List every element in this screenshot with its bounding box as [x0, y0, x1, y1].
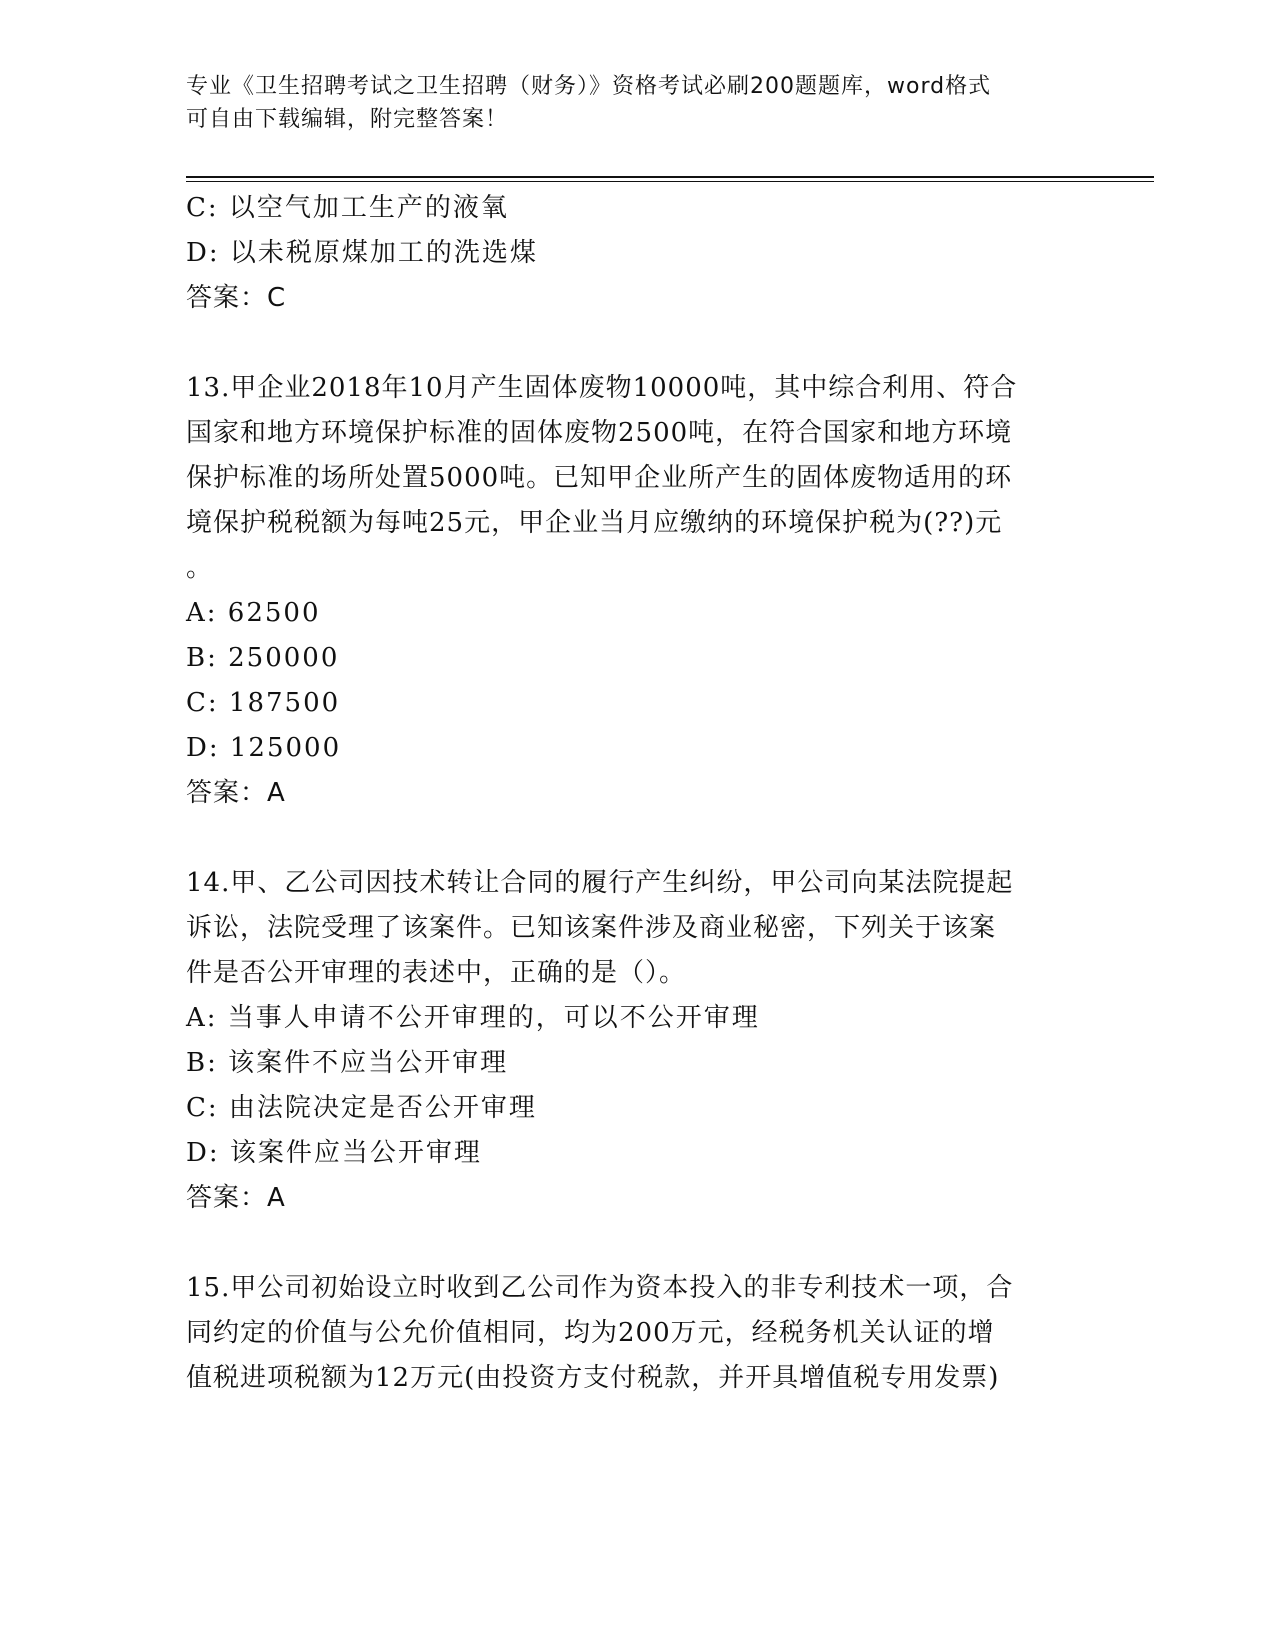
stem-line: 15.甲公司初始设立时收到乙公司作为资本投入的非专利技术一项，合 [186, 1273, 1014, 1303]
spacer [186, 321, 1066, 366]
answer: 答案：C [186, 283, 287, 313]
option-a: A: 62500 [186, 598, 321, 628]
option-b: B: 250000 [186, 643, 340, 673]
stem-line: 保护标准的场所处置5000吨。已知甲企业所产生的固体废物适用的环 [186, 463, 1013, 493]
header-rule-thick [186, 176, 1154, 178]
header-line-1: 专业《卫生招聘考试之卫生招聘（财务）》资格考试必刷200题题库，word格式 [186, 74, 992, 99]
question-12-tail [186, 186, 1066, 321]
spacer [186, 1221, 1066, 1266]
option-c: C: 187500 [186, 688, 341, 718]
option-c: C: 以空气加工生产的液氧 [186, 193, 509, 223]
answer: 答案：A [186, 1183, 286, 1213]
stem-line: 国家和地方环境保护标准的固体废物2500吨，在符合国家和地方环境 [186, 418, 1013, 448]
document-header [186, 70, 1066, 136]
option-d: D: 以未税原煤加工的洗选煤 [186, 238, 538, 268]
question-stem [186, 861, 1066, 996]
answer: 答案：A [186, 778, 286, 808]
question-stem [186, 1266, 1066, 1401]
stem-line: 诉讼，法院受理了该案件。已知该案件涉及商业秘密，下列关于该案 [186, 913, 997, 943]
stem-line: 。 [186, 553, 214, 583]
document-body [186, 186, 1066, 1401]
question-stem [186, 366, 1066, 591]
spacer [186, 816, 1066, 861]
stem-line: 14.甲、乙公司因技术转让合同的履行产生纠纷，甲公司向某法院提起 [186, 868, 1014, 898]
stem-line: 境保护税税额为每吨25元，甲企业当月应缴纳的环境保护税为(??)元 [186, 508, 1003, 538]
option-c: C: 由法院决定是否公开审理 [186, 1093, 537, 1123]
option-a: A: 当事人申请不公开审理的，可以不公开审理 [186, 1003, 760, 1033]
question-13 [186, 366, 1066, 816]
header-rule-thin [186, 181, 1154, 182]
option-b: B: 该案件不应当公开审理 [186, 1048, 509, 1078]
stem-line: 同约定的价值与公允价值相同，均为200万元，经税务机关认证的增 [186, 1318, 995, 1348]
stem-line: 值税进项税额为12万元(由投资方支付税款，并开具增值税专用发票) [186, 1363, 1000, 1393]
question-14 [186, 861, 1066, 1221]
stem-line: 件是否公开审理的表述中，正确的是（）。 [186, 958, 687, 988]
stem-line: 13.甲企业2018年10月产生固体废物10000吨，其中综合利用、符合 [186, 373, 1018, 403]
option-d: D: 该案件应当公开审理 [186, 1138, 482, 1168]
question-15 [186, 1266, 1066, 1401]
header-line-2: 可自由下载编辑，附完整答案！ [186, 107, 509, 132]
option-d: D: 125000 [186, 733, 342, 763]
